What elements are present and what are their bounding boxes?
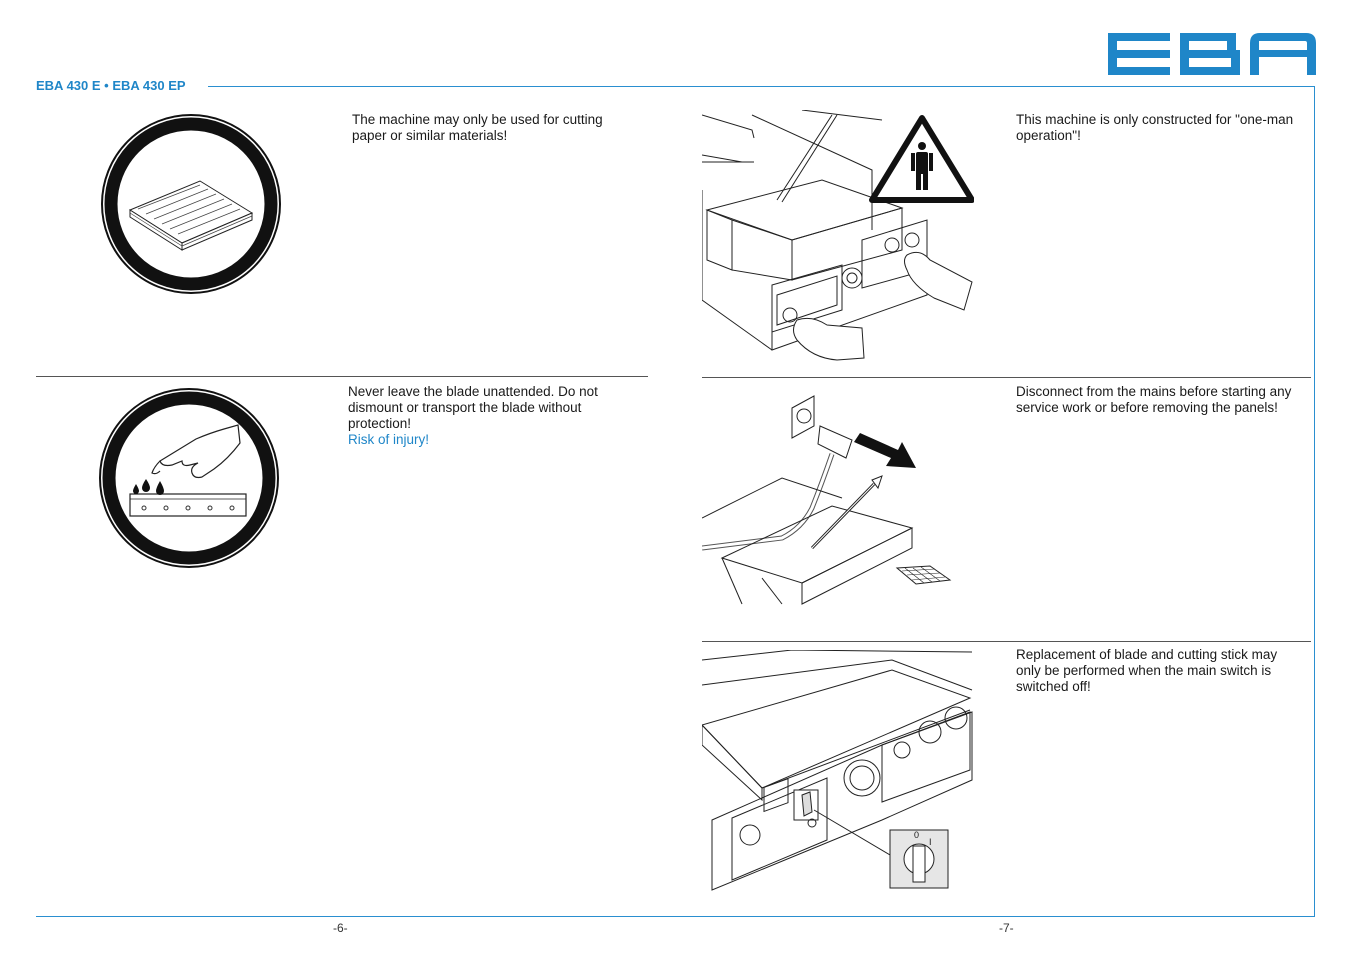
text-line: The machine may only be used for cutting (352, 112, 603, 127)
switch-on-label: I (929, 837, 932, 847)
right-divider-1 (702, 377, 1311, 378)
right-section1-text (1016, 112, 1312, 144)
text-line: switched off! (1016, 679, 1091, 694)
text-line: This machine is only constructed for "one-man (1016, 112, 1294, 127)
text-line: Replacement of blade and cutting stick may (1016, 647, 1278, 662)
unplug-mains-illustration (702, 388, 952, 606)
header-rule-right (675, 86, 1315, 87)
blade-injury-sign-icon (98, 387, 280, 569)
text-line: Never leave the blade unattended. Do not (348, 384, 598, 399)
risk-warning: Risk of injury! (348, 432, 430, 447)
page-number-left: -6- (333, 921, 348, 935)
eba-logo (1108, 33, 1316, 75)
model-title: EBA 430 E • EBA 430 EP (36, 78, 186, 93)
section2-text (348, 384, 648, 448)
text-line: only be performed when the main switch is (1016, 663, 1272, 678)
section1-text (352, 112, 652, 144)
page-number-right: -7- (999, 921, 1014, 935)
text-line: protection! (348, 416, 412, 431)
left-divider (36, 376, 648, 377)
right-section2-text (1016, 384, 1312, 416)
header-rule (208, 86, 675, 87)
main-switch-off-illustration (702, 650, 974, 900)
text-line: service work or before removing the panels! (1016, 400, 1278, 415)
paper-stack-sign-icon (100, 113, 282, 295)
switch-off-label: 0 (914, 830, 920, 840)
text-line: paper or similar materials! (352, 128, 508, 143)
footer-rule (36, 916, 1315, 917)
one-man-operation-illustration (702, 110, 974, 362)
text-line: Disconnect from the mains before starting any (1016, 384, 1292, 399)
right-divider-2 (702, 641, 1311, 642)
right-section3-text (1016, 647, 1312, 695)
text-line: operation"! (1016, 128, 1081, 143)
text-line: dismount or transport the blade without (348, 400, 582, 415)
right-border (1314, 86, 1315, 917)
